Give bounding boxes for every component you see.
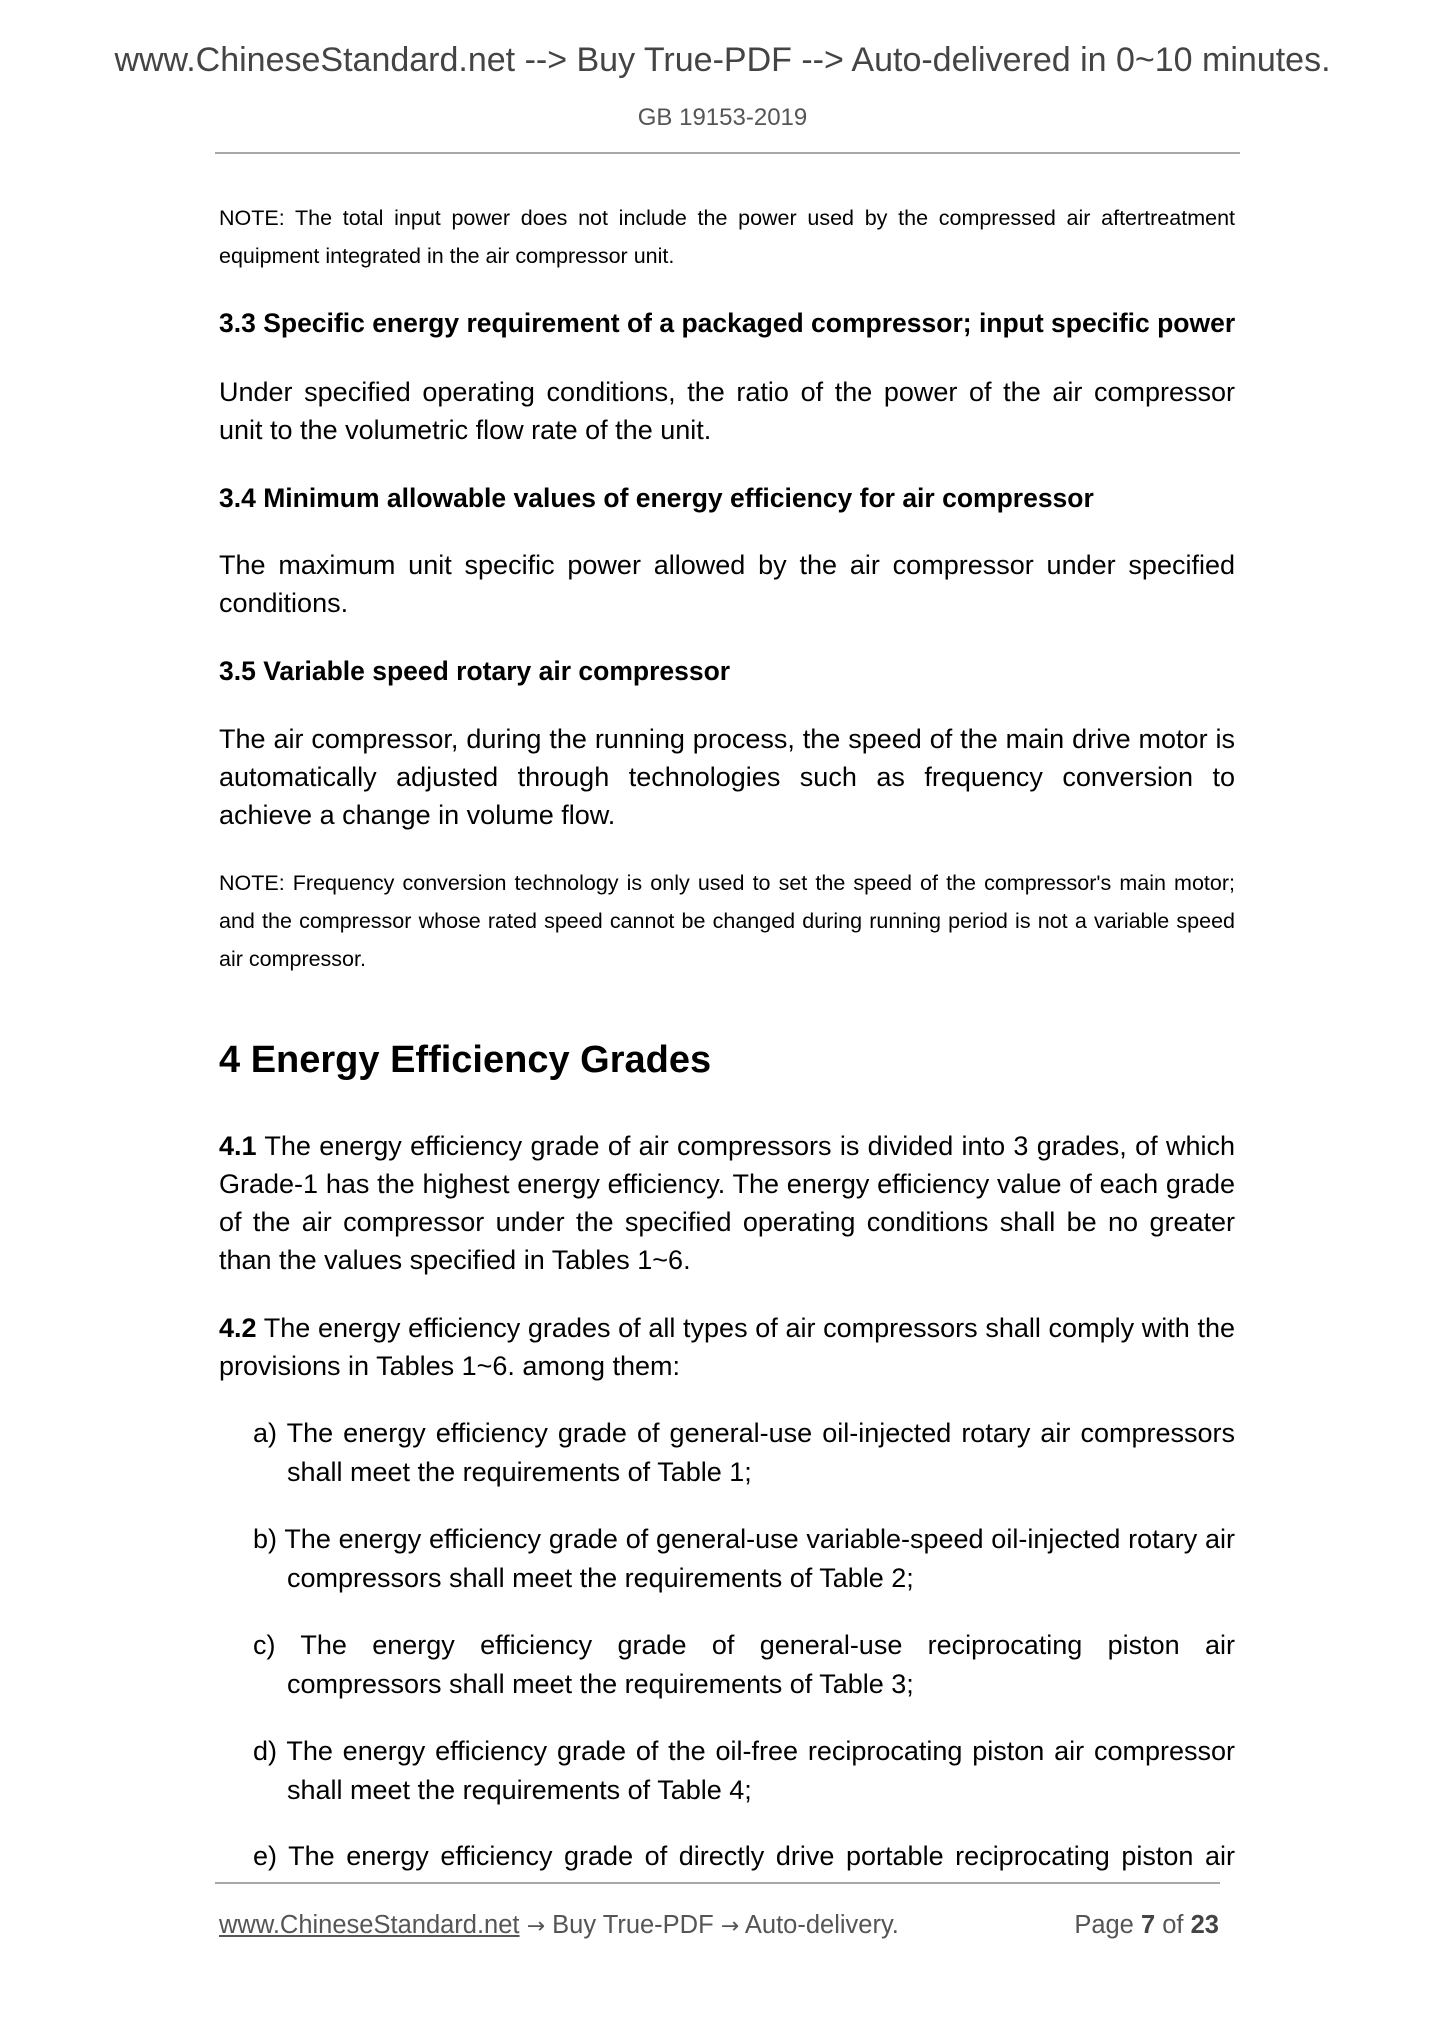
section-body-3-4: The maximum unit specific power allowed by the air compressor under specified conditions. — [219, 550, 1235, 618]
footer-buy-text: Buy True-PDF — [545, 1911, 721, 1939]
page-current: 7 — [1140, 1911, 1156, 1939]
page-indicator — [1074, 1910, 1219, 1940]
list-item-a: a) The energy efficiency grade of general-use oil-injected rotary air compressors shall meet the requirements of Table 1; — [253, 1418, 1235, 1487]
list-item-e: e) The energy efficiency grade of directly drive portable reciprocating piston air — [253, 1841, 1235, 1871]
footer-delivery-text: Auto-delivery. — [739, 1911, 899, 1939]
page-of: of — [1162, 1911, 1184, 1939]
footer-divider — [215, 1882, 1220, 1884]
list-item-c: c) The energy efficiency grade of general-use reciprocating piston air compressors shall meet the requirements of Table 3; — [253, 1630, 1235, 1699]
page-label: Page — [1074, 1911, 1134, 1939]
arrow-right-icon: → — [526, 1914, 546, 1939]
clause-number: 4.1 — [219, 1131, 257, 1161]
clause-number: 4.2 — [219, 1313, 257, 1343]
section-body-3-3: Under specified operating conditions, the ratio of the power of the air compressor unit to the volumetric flow rate of the unit. — [219, 377, 1235, 445]
standard-id: GB 19153-2019 — [637, 104, 808, 131]
clause-text: The energy efficiency grade of air compressors is divided into 3 grades, of which Grade-1 has the highest energy efficiency. The energy efficiency value of each grade of the air compressor under the specified operating conditions shall be no greater than the values specified in Tables 1~6. — [219, 1131, 1235, 1275]
list-item-b: b) The energy efficiency grade of general-use variable-speed oil-injected rotary air compressors shall meet the requirements of Table 2; — [253, 1524, 1235, 1593]
footer-site-link[interactable]: www.ChineseStandard.net — [219, 1911, 520, 1939]
footer — [219, 1910, 1219, 1942]
list-item-d: d) The energy efficiency grade of the oil-free reciprocating piston air compressor shall meet the requirements of Table 4; — [253, 1736, 1235, 1805]
note-total-input-power: NOTE: The total input power does not include the power used by the compressed air aftertreatment equipment integrated in the air compressor unit. — [219, 206, 1235, 268]
section-heading-3-3: 3.3 Specific energy requirement of a packaged compressor; input specific power — [219, 308, 1236, 338]
section-heading-3-4: 3.4 Minimum allowable values of energy efficiency for air compressor — [219, 483, 1094, 513]
page-total: 23 — [1190, 1911, 1219, 1939]
clause-4-1 — [219, 1127, 1235, 1279]
section-body-3-5: The air compressor, during the running process, the speed of the main drive motor is automatically adjusted through technologies such as frequency conversion to achieve a change in volume flow. — [219, 724, 1235, 830]
note-frequency-conversion: NOTE: Frequency conversion technology is only used to set the speed of the compressor's main motor; and the compressor whose rated speed cannot be changed during running period is not a variable speed air compressor. — [219, 871, 1235, 971]
clause-4-2 — [219, 1309, 1235, 1385]
clause-text: The energy efficiency grades of all types of air compressors shall comply with the provisions in Tables 1~6. among them: — [219, 1313, 1235, 1381]
arrow-right-icon: → — [720, 1914, 740, 1939]
section-heading-3-5: 3.5 Variable speed rotary air compressor — [219, 656, 731, 686]
header-divider — [215, 152, 1240, 154]
chapter-heading-4: 4 Energy Efficiency Grades — [219, 1039, 712, 1081]
header-banner: www.ChineseStandard.net --> Buy True-PDF --> Auto-delivered in 0~10 minutes. — [114, 41, 1331, 79]
